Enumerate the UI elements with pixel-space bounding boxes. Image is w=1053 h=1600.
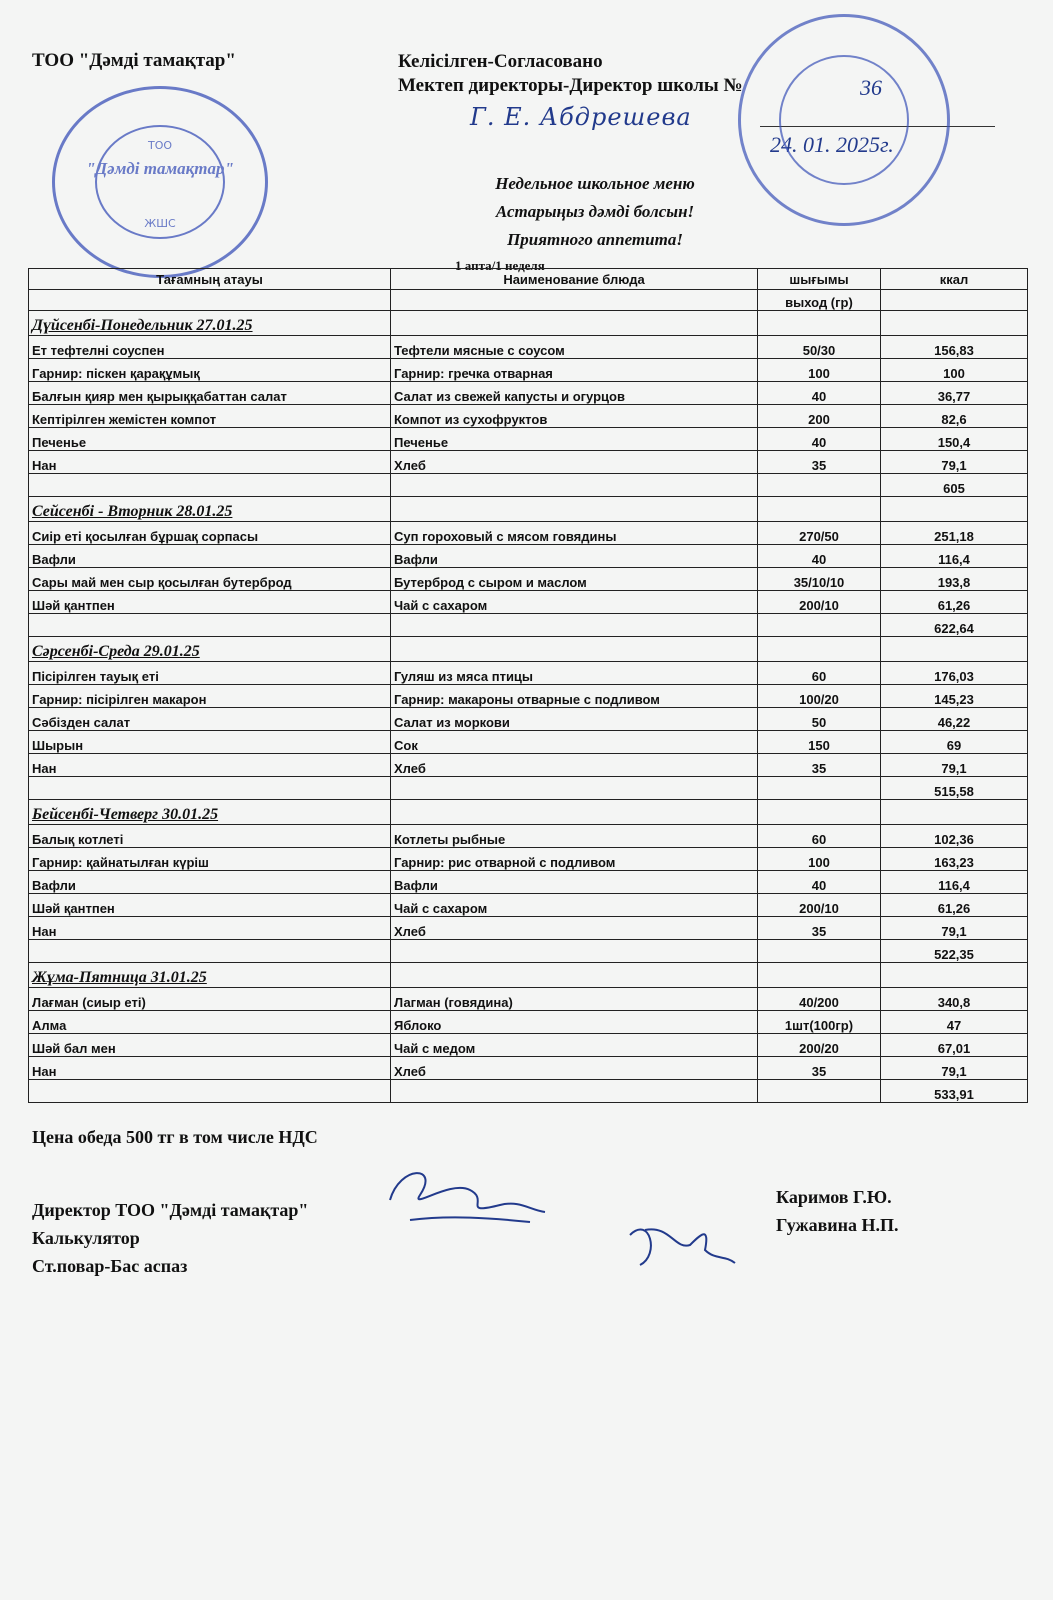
table-row — [29, 382, 1028, 405]
day-title: Бейсенбі-Четверг 30.01.25 — [29, 800, 391, 825]
company-stamp — [52, 86, 268, 278]
dish-name-ru: Гарнир: макароны отварные с подливом — [391, 685, 758, 708]
header-sub-empty-1 — [29, 290, 391, 311]
dish-kcal: 79,1 — [881, 917, 1028, 940]
dish-yield: 40 — [758, 382, 881, 405]
dish-kcal: 79,1 — [881, 451, 1028, 474]
dish-name-kz: Лағман (сиыр еті) — [29, 988, 391, 1011]
director-title: Директор ТОО "Дәмді тамақтар" — [32, 1200, 309, 1220]
day-title: Жұма-Пятница 31.01.25 — [29, 963, 391, 988]
table-row — [29, 894, 1028, 917]
menu-titles — [430, 170, 760, 254]
approval-label: Келісілген-Согласовано — [398, 51, 603, 72]
dish-name-ru: Лагман (говядина) — [391, 988, 758, 1011]
dish-kcal: 100 — [881, 359, 1028, 382]
day-row — [29, 497, 1028, 522]
dish-name-ru: Гуляш из мяса птицы — [391, 662, 758, 685]
approval-date: 24. 01. 2025г. — [770, 132, 894, 157]
dish-yield: 60 — [758, 662, 881, 685]
dish-name-ru: Компот из сухофруктов — [391, 405, 758, 428]
dish-name-kz: Балғын қияр мен қырыққабаттан салат — [29, 382, 391, 405]
dish-kcal: 102,36 — [881, 825, 1028, 848]
header-row — [29, 269, 1028, 290]
header-kcal: ккал — [881, 269, 1028, 290]
dish-kcal: 145,23 — [881, 685, 1028, 708]
dish-name-ru: Бутерброд с сыром и маслом — [391, 568, 758, 591]
table-row — [29, 1011, 1028, 1034]
table-row — [29, 731, 1028, 754]
dish-name-kz: Нан — [29, 1057, 391, 1080]
header-name-kz: Тағамның атауы — [29, 269, 391, 290]
total-empty — [391, 474, 758, 497]
dish-yield: 50 — [758, 708, 881, 731]
day-total-kcal: 622,64 — [881, 614, 1028, 637]
day-row — [29, 800, 1028, 825]
dish-kcal: 116,4 — [881, 545, 1028, 568]
table-row — [29, 754, 1028, 777]
dish-name-ru: Хлеб — [391, 1057, 758, 1080]
dish-kcal: 150,4 — [881, 428, 1028, 451]
table-row — [29, 359, 1028, 382]
header-sub-empty-2 — [391, 290, 758, 311]
day-empty — [391, 311, 758, 336]
table-row — [29, 988, 1028, 1011]
title-ru: Недельное школьное меню — [495, 174, 695, 193]
dish-yield: 35 — [758, 451, 881, 474]
dish-kcal: 340,8 — [881, 988, 1028, 1011]
dish-name-ru: Салат из свежей капусты и огурцов — [391, 382, 758, 405]
title-kz: Астарыңыз дәмді болсын! — [495, 202, 695, 221]
table-row — [29, 591, 1028, 614]
dish-yield: 200/20 — [758, 1034, 881, 1057]
dish-yield: 100 — [758, 848, 881, 871]
dish-yield: 60 — [758, 825, 881, 848]
dish-name-ru: Вафли — [391, 871, 758, 894]
dish-yield: 270/50 — [758, 522, 881, 545]
dish-kcal: 116,4 — [881, 871, 1028, 894]
day-total-row — [29, 1080, 1028, 1103]
stamp-org-kz: ЖШС — [144, 217, 176, 230]
dish-name-kz: Алма — [29, 1011, 391, 1034]
dish-yield: 40 — [758, 871, 881, 894]
day-empty — [881, 497, 1028, 522]
day-title: Дүйсенбі-Понедельник 27.01.25 — [29, 311, 391, 336]
approval-block — [398, 50, 743, 98]
dish-name-kz: Балық котлеті — [29, 825, 391, 848]
dish-name-kz: Гарнир: піскен қарақұмық — [29, 359, 391, 382]
dish-kcal: 176,03 — [881, 662, 1028, 685]
dish-yield: 150 — [758, 731, 881, 754]
day-total-kcal: 533,91 — [881, 1080, 1028, 1103]
dish-yield: 50/30 — [758, 336, 881, 359]
total-empty — [391, 777, 758, 800]
dish-name-ru: Чай с сахаром — [391, 591, 758, 614]
table-row — [29, 662, 1028, 685]
day-empty — [881, 963, 1028, 988]
company-name: ТОО "Дәмді тамақтар" — [32, 50, 236, 71]
signer-name-2: Гужавина Н.П. — [776, 1215, 899, 1235]
header-sub-empty-3 — [881, 290, 1028, 311]
dish-name-kz: Шәй бал мен — [29, 1034, 391, 1057]
dish-name-kz: Вафли — [29, 545, 391, 568]
day-empty — [758, 800, 881, 825]
dish-yield: 200/10 — [758, 591, 881, 614]
dish-name-kz: Сәбізден салат — [29, 708, 391, 731]
dish-name-kz: Вафли — [29, 871, 391, 894]
header-subrow — [29, 290, 1028, 311]
table-row — [29, 522, 1028, 545]
school-number: 36 — [860, 75, 882, 100]
dish-name-kz: Кептірілген жемістен компот — [29, 405, 391, 428]
dish-name-ru: Сок — [391, 731, 758, 754]
signatures-block — [32, 1196, 308, 1280]
dish-name-kz: Нан — [29, 754, 391, 777]
dish-kcal: 67,01 — [881, 1034, 1028, 1057]
dish-kcal: 156,83 — [881, 336, 1028, 359]
dish-name-ru: Суп гороховый с мясом говядины — [391, 522, 758, 545]
dish-name-ru: Хлеб — [391, 754, 758, 777]
dish-name-ru: Хлеб — [391, 917, 758, 940]
total-empty — [29, 614, 391, 637]
dish-name-kz: Шәй қантпен — [29, 591, 391, 614]
day-total-row — [29, 777, 1028, 800]
day-empty — [391, 637, 758, 662]
school-stamp-inner-ring — [779, 55, 909, 185]
day-empty — [758, 497, 881, 522]
table-row — [29, 1057, 1028, 1080]
day-total-kcal: 522,35 — [881, 940, 1028, 963]
total-empty — [29, 1080, 391, 1103]
total-empty — [29, 940, 391, 963]
dish-name-ru: Гарнир: гречка отварная — [391, 359, 758, 382]
day-row — [29, 637, 1028, 662]
dish-name-ru: Печенье — [391, 428, 758, 451]
week-label: 1 апта/1 неделя — [455, 258, 545, 273]
table-row — [29, 336, 1028, 359]
table-row — [29, 545, 1028, 568]
dish-name-kz: Нан — [29, 451, 391, 474]
calculator-signature-scrawl — [620, 1205, 740, 1275]
dish-name-ru: Яблоко — [391, 1011, 758, 1034]
total-empty — [758, 614, 881, 637]
day-total-row — [29, 474, 1028, 497]
table-row — [29, 708, 1028, 731]
dish-yield: 40/200 — [758, 988, 881, 1011]
total-empty — [758, 777, 881, 800]
day-empty — [391, 800, 758, 825]
dish-name-kz: Шәй қантпен — [29, 894, 391, 917]
dish-kcal: 163,23 — [881, 848, 1028, 871]
table-row — [29, 825, 1028, 848]
dish-name-ru: Чай с медом — [391, 1034, 758, 1057]
table-row — [29, 685, 1028, 708]
dish-yield: 35 — [758, 917, 881, 940]
director-signature-scrawl — [380, 1160, 550, 1240]
dish-name-kz: Нан — [29, 917, 391, 940]
dish-yield: 1шт(100гр) — [758, 1011, 881, 1034]
menu-table — [28, 268, 1028, 1103]
dish-name-kz: Ет тефтелні соуспен — [29, 336, 391, 359]
dish-kcal: 47 — [881, 1011, 1028, 1034]
dish-name-ru: Котлеты рыбные — [391, 825, 758, 848]
dish-name-ru: Салат из моркови — [391, 708, 758, 731]
dish-kcal: 79,1 — [881, 754, 1028, 777]
school-stamp — [738, 14, 950, 226]
header-yield-ru: выход (гр) — [758, 290, 881, 311]
dish-name-ru: Хлеб — [391, 451, 758, 474]
dish-name-kz: Печенье — [29, 428, 391, 451]
day-empty — [881, 800, 1028, 825]
dish-name-kz: Пісірілген тауық еті — [29, 662, 391, 685]
day-empty — [758, 311, 881, 336]
table-row — [29, 1034, 1028, 1057]
dish-name-kz: Сиір еті қосылған бұршақ сорпасы — [29, 522, 391, 545]
day-total-kcal: 605 — [881, 474, 1028, 497]
total-empty — [758, 474, 881, 497]
table-row — [29, 848, 1028, 871]
dish-name-kz: Гарнир: пісірілген макарон — [29, 685, 391, 708]
day-total-row — [29, 614, 1028, 637]
day-empty — [391, 497, 758, 522]
table-row — [29, 871, 1028, 894]
dish-kcal: 46,22 — [881, 708, 1028, 731]
signer-names — [776, 1183, 899, 1239]
dish-kcal: 82,6 — [881, 405, 1028, 428]
day-empty — [881, 637, 1028, 662]
dish-name-ru: Вафли — [391, 545, 758, 568]
total-empty — [758, 940, 881, 963]
dish-yield: 35 — [758, 1057, 881, 1080]
stamp-name: "Дәмді тамақтар" — [86, 159, 234, 178]
dish-name-kz: Сары май мен сыр қосылған бутерброд — [29, 568, 391, 591]
dish-yield: 35 — [758, 754, 881, 777]
day-title: Сәрсенбі-Среда 29.01.25 — [29, 637, 391, 662]
dish-name-ru: Тефтели мясные с соусом — [391, 336, 758, 359]
dish-yield: 35/10/10 — [758, 568, 881, 591]
signer-name-1: Каримов Г.Ю. — [776, 1187, 892, 1207]
chef-title: Ст.повар-Бас аспаз — [32, 1256, 188, 1276]
table-row — [29, 405, 1028, 428]
day-row — [29, 311, 1028, 336]
table-row — [29, 451, 1028, 474]
table-row — [29, 917, 1028, 940]
title-ru2: Приятного аппетита! — [507, 230, 683, 249]
dish-yield: 40 — [758, 545, 881, 568]
dish-yield: 200/10 — [758, 894, 881, 917]
dish-kcal: 61,26 — [881, 894, 1028, 917]
dish-name-kz: Гарнир: қайнатылған күріш — [29, 848, 391, 871]
total-empty — [29, 777, 391, 800]
total-empty — [391, 1080, 758, 1103]
dish-yield: 200 — [758, 405, 881, 428]
total-empty — [391, 940, 758, 963]
director-handwritten-name: Г. Е. Абдрешева — [470, 103, 692, 131]
day-total-kcal: 515,58 — [881, 777, 1028, 800]
lunch-price: Цена обеда 500 тг в том числе НДС — [32, 1127, 318, 1147]
dish-yield: 100/20 — [758, 685, 881, 708]
dish-kcal: 61,26 — [881, 591, 1028, 614]
day-title: Сейсенбі - Вторник 28.01.25 — [29, 497, 391, 522]
day-empty — [758, 963, 881, 988]
day-empty — [391, 963, 758, 988]
day-total-row — [29, 940, 1028, 963]
table-row — [29, 568, 1028, 591]
day-empty — [758, 637, 881, 662]
header-name-ru: Наименование блюда — [391, 269, 758, 290]
dish-name-kz: Шырын — [29, 731, 391, 754]
table-row — [29, 428, 1028, 451]
total-empty — [29, 474, 391, 497]
dish-yield: 100 — [758, 359, 881, 382]
calculator-title: Калькулятор — [32, 1228, 140, 1248]
day-row — [29, 963, 1028, 988]
dish-name-ru: Гарнир: рис отварной с подливом — [391, 848, 758, 871]
dish-kcal: 36,77 — [881, 382, 1028, 405]
dish-kcal: 79,1 — [881, 1057, 1028, 1080]
header-yield-kz: шығымы — [758, 269, 881, 290]
total-empty — [391, 614, 758, 637]
director-label: Мектеп директоры-Директор школы № — [398, 75, 743, 96]
dish-name-ru: Чай с сахаром — [391, 894, 758, 917]
day-empty — [881, 311, 1028, 336]
dish-kcal: 69 — [881, 731, 1028, 754]
dish-yield: 40 — [758, 428, 881, 451]
dish-kcal: 193,8 — [881, 568, 1028, 591]
stamp-org: ТОО — [147, 139, 173, 152]
total-empty — [758, 1080, 881, 1103]
dish-kcal: 251,18 — [881, 522, 1028, 545]
